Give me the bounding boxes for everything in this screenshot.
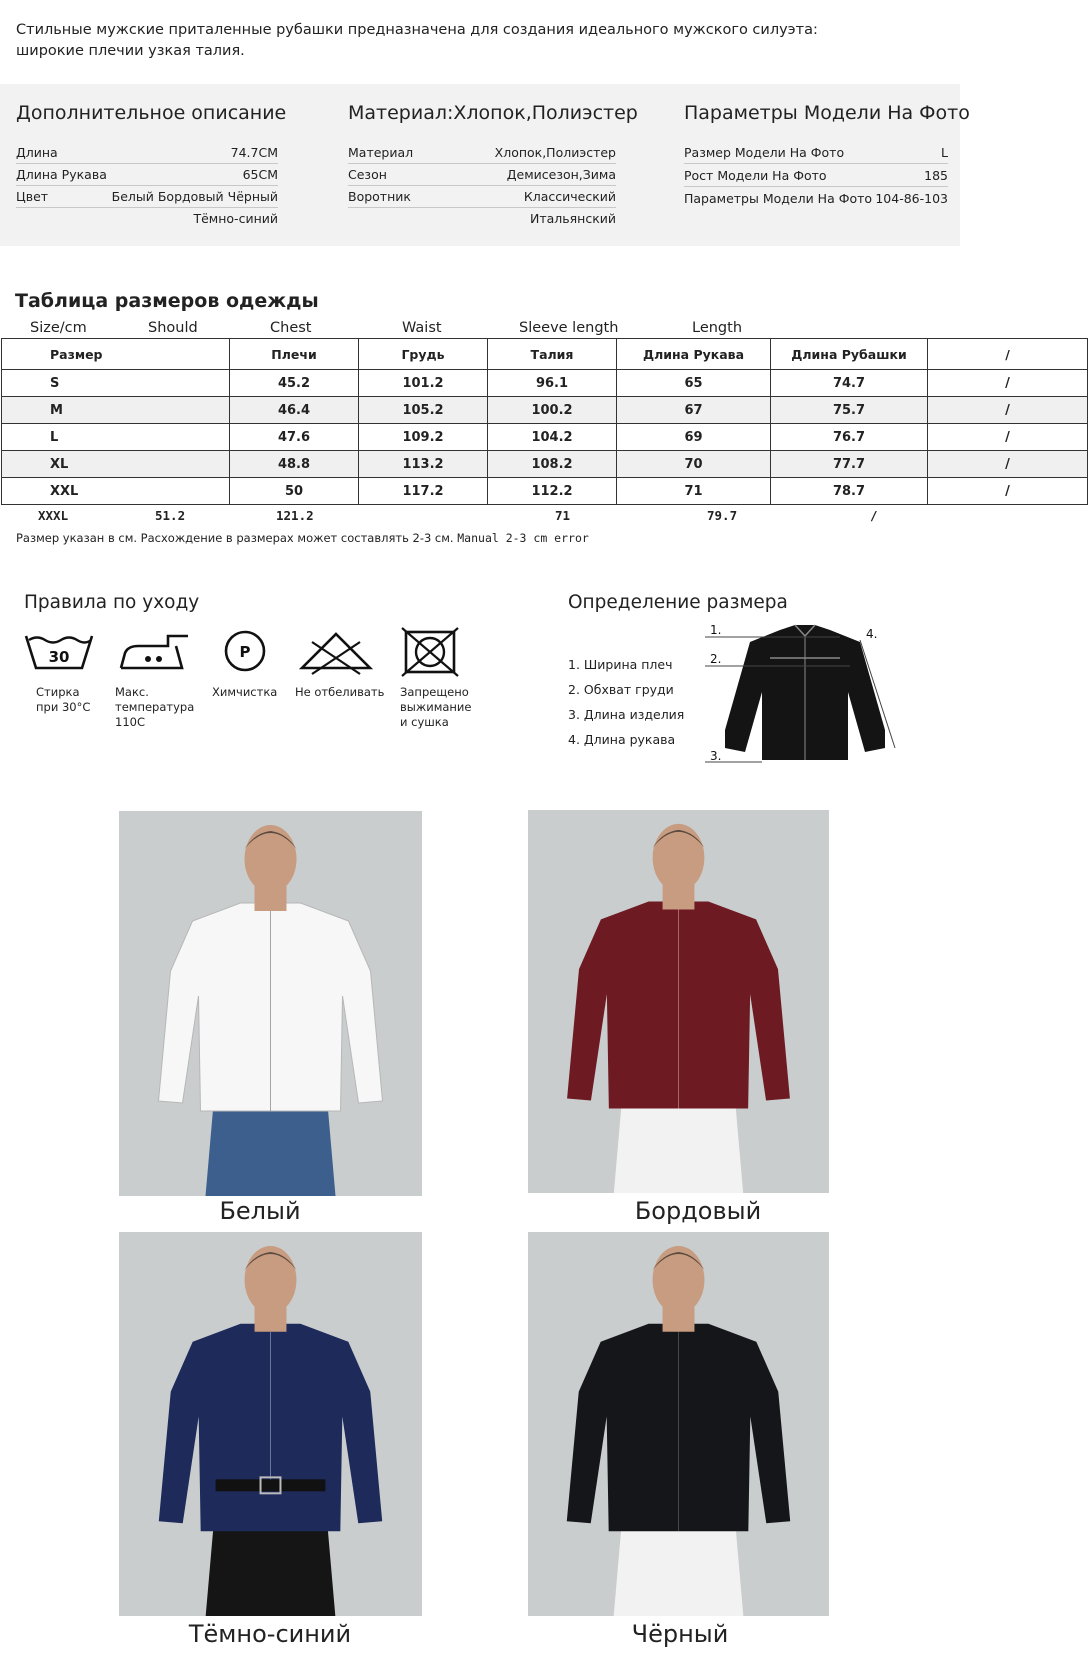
xxxl-length: 79.7	[707, 508, 738, 523]
photo-burgundy-shirt	[528, 810, 829, 1193]
spec-value: Белый Бордовый Чёрный	[111, 189, 278, 204]
caption-black: Чёрный	[631, 1620, 729, 1648]
table-cell: 117.2	[359, 478, 488, 505]
table-cell: 109.2	[359, 424, 488, 451]
table-cell: 104.2	[488, 424, 617, 451]
spec-key: Цвет	[16, 189, 49, 204]
header-cell: Длина Рукава	[617, 339, 771, 370]
table-row	[2, 424, 1088, 451]
table-cell: /	[928, 370, 1088, 397]
care-label-line: при 30°C	[36, 700, 91, 714]
header-cell: Талия	[488, 339, 617, 370]
table-cell: 101.2	[359, 370, 488, 397]
caption-white: Белый	[219, 1197, 301, 1225]
table-cell: 105.2	[359, 397, 488, 424]
size-note	[16, 531, 589, 545]
header-cell: Размер	[2, 339, 230, 370]
spec-row	[348, 142, 616, 164]
care-label	[212, 685, 277, 700]
spec-row	[684, 165, 948, 187]
dry-clean-icon	[222, 628, 268, 676]
header-cell: Грудь	[359, 339, 488, 370]
diagram-label-4: 4.	[866, 627, 878, 641]
spec-value: 104-86-103	[875, 191, 948, 206]
table-row	[2, 478, 1088, 505]
table-cell: /	[928, 397, 1088, 424]
sizing-item: 4. Длина рукава	[568, 732, 676, 747]
spec-key: Размер Модели На Фото	[684, 145, 845, 160]
table-row	[2, 397, 1088, 424]
spec-key: Материал	[348, 145, 414, 160]
table-cell: 77.7	[771, 451, 928, 478]
spec-row	[16, 186, 278, 208]
spec-value: 65CM	[242, 167, 278, 182]
care-label-line: Химчистка	[212, 685, 278, 699]
spec-value: Тёмно-синий	[193, 211, 278, 226]
spec-value: Демисезон,Зима	[506, 167, 616, 182]
spec-value: 74.7CM	[230, 145, 278, 160]
col-en-sleeve: Sleeve length	[519, 320, 619, 336]
spec-key: Сезон	[348, 167, 387, 182]
spec-key: Параметры Модели На Фото	[684, 191, 873, 206]
sizing-item: 3. Длина изделия	[568, 707, 685, 722]
photo-navy-shirt	[119, 1232, 422, 1616]
table-cell: M	[2, 397, 230, 424]
intro-text: Стильные мужские приталенные рубашки предназначена для создания идеального мужского силуэта: широкие плечии узкая талия.	[16, 22, 818, 59]
sizing-item: 2. Обхват груди	[568, 682, 674, 697]
spec-value: Классический	[523, 189, 616, 204]
shirt-measure-diagram	[700, 620, 910, 765]
care-title: Правила по уходу	[24, 592, 200, 613]
table-cell: 96.1	[488, 370, 617, 397]
diagram-label-3: 3.	[710, 749, 722, 763]
xxxl-chest: 121.2	[276, 508, 314, 523]
spec-row	[16, 164, 278, 186]
care-label-line: Макс.	[115, 685, 149, 699]
table-cell: XXL	[2, 478, 230, 505]
table-cell: 75.7	[771, 397, 928, 424]
caption-burgundy: Бордовый	[634, 1197, 762, 1225]
table-cell: 67	[617, 397, 771, 424]
spec-value: L	[941, 145, 948, 160]
no-bleach-icon	[298, 628, 374, 676]
table-cell: 112.2	[488, 478, 617, 505]
care-label-line: Запрещено	[400, 685, 469, 699]
table-cell: 78.7	[771, 478, 928, 505]
sizing-item: 1. Ширина плеч	[568, 657, 673, 672]
table-cell: S	[2, 370, 230, 397]
care-label-line: 110С	[115, 715, 145, 729]
spec-model-title: Параметры Модели На Фото	[684, 102, 970, 124]
spec-row	[348, 186, 616, 208]
diagram-label-1: 1.	[710, 623, 722, 637]
care-label-line: Не отбеливать	[295, 685, 385, 699]
table-cell: L	[2, 424, 230, 451]
table-cell: 76.7	[771, 424, 928, 451]
table-cell: 108.2	[488, 451, 617, 478]
care-label-line: температура	[115, 700, 195, 714]
diagram-label-2: 2.	[710, 652, 722, 666]
xxxl-size: XXXL	[38, 508, 69, 523]
table-cell: 74.7	[771, 370, 928, 397]
sizing-title: Определение размера	[568, 592, 788, 613]
spec-value: Итальянский	[529, 211, 616, 226]
table-row	[2, 370, 1088, 397]
table-cell: 69	[617, 424, 771, 451]
wash-30-badge: 30	[48, 648, 70, 666]
caption-navy: Тёмно-синий	[188, 1620, 352, 1648]
no-tumble-dry-icon	[400, 628, 460, 676]
table-cell: /	[928, 478, 1088, 505]
spec-value: 185	[924, 168, 948, 183]
col-en-waist: Waist	[402, 320, 442, 336]
header-cell: Длина Рубашки	[771, 339, 928, 370]
col-en-size: Size/cm	[30, 320, 87, 336]
spec-row	[684, 142, 948, 164]
table-row	[2, 451, 1088, 478]
spec-key: Воротник	[348, 189, 411, 204]
spec-row	[684, 188, 948, 209]
size-note-en: Manual 2-3 cm error	[457, 531, 589, 545]
spec-row	[348, 208, 616, 229]
table-cell: 71	[617, 478, 771, 505]
size-table	[1, 338, 1088, 505]
table-cell: 65	[617, 370, 771, 397]
table-cell: 70	[617, 451, 771, 478]
col-en-should: Should	[148, 320, 198, 336]
size-table-header	[2, 339, 1088, 370]
spec-additional-title: Дополнительное описание	[16, 102, 287, 124]
wash-30-icon	[23, 628, 95, 676]
care-label	[400, 685, 471, 730]
iron-icon	[118, 628, 190, 676]
care-label-line: Стирка	[36, 685, 80, 699]
spec-row	[348, 164, 616, 186]
size-note-ru: Размер указан в см. Расхождение в размерах может составлять 2-3 см.	[16, 531, 454, 545]
col-en-chest: Chest	[270, 320, 312, 336]
spec-key: Длина Рукава	[16, 167, 107, 182]
care-label	[115, 685, 194, 730]
spec-value: Хлопок,Полиэстер	[494, 145, 616, 160]
xxxl-extra: /	[870, 508, 878, 523]
table-cell: 100.2	[488, 397, 617, 424]
dry-clean-badge: P	[239, 643, 251, 661]
care-label-line: выжимание	[400, 700, 472, 714]
table-cell: 45.2	[230, 370, 359, 397]
table-cell: 113.2	[359, 451, 488, 478]
spec-row	[16, 142, 278, 164]
photo-black-shirt	[528, 1232, 829, 1616]
header-cell: Плечи	[230, 339, 359, 370]
care-label	[36, 685, 90, 715]
size-table-title: Таблица размеров одежды	[15, 290, 319, 312]
xxxl-should: 51.2	[155, 508, 186, 523]
spec-row	[16, 208, 278, 229]
header-cell: /	[928, 339, 1088, 370]
photo-white-shirt	[119, 811, 422, 1196]
care-label	[295, 685, 384, 700]
spec-key: Рост Модели На Фото	[684, 168, 827, 183]
care-label-line: и сушка	[400, 715, 449, 729]
spec-material-title: Материал:Хлопок,Полиэстер	[348, 102, 638, 124]
table-cell: 50	[230, 478, 359, 505]
specs-panel	[0, 84, 970, 246]
table-cell: 47.6	[230, 424, 359, 451]
table-cell: /	[928, 451, 1088, 478]
xxxl-sleeve: 71	[555, 508, 571, 523]
col-en-length: Length	[692, 320, 743, 336]
table-cell: 46.4	[230, 397, 359, 424]
table-cell: XL	[2, 451, 230, 478]
spec-key: Длина	[16, 145, 58, 160]
table-cell: /	[928, 424, 1088, 451]
table-cell: 48.8	[230, 451, 359, 478]
